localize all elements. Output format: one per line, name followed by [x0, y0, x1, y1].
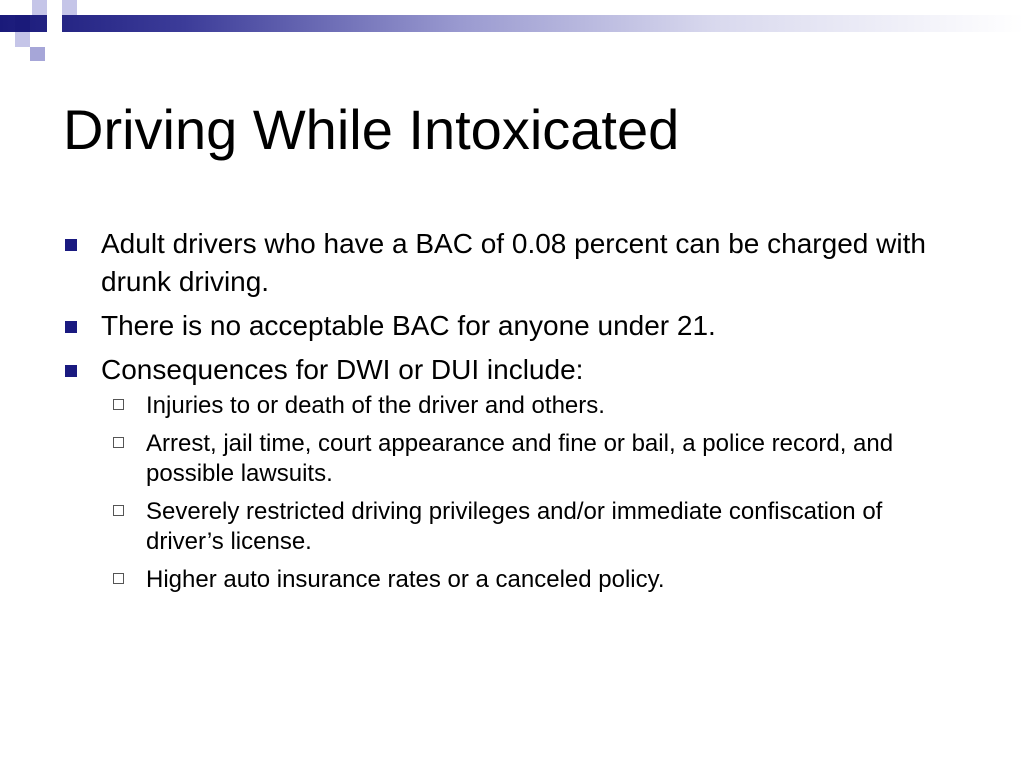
- sub-bullet-text: Higher auto insurance rates or a canceled policy.: [146, 566, 665, 593]
- sub-bullet-text: Severely restricted driving privileges and/or immediate confiscation of driver’s license.: [146, 498, 883, 555]
- slide-title: Driving While Intoxicated: [63, 98, 680, 161]
- header-square: [32, 32, 47, 47]
- header-square: [47, 15, 62, 32]
- header-gradient-bar: [0, 15, 1024, 32]
- header-square: [15, 15, 30, 32]
- bullet-item: [63, 351, 943, 389]
- header-square: [15, 32, 30, 47]
- bullet-text: Consequences for DWI or DUI include:: [101, 354, 584, 385]
- sub-bullet-text: Injuries to or death of the driver and others.: [146, 392, 605, 419]
- header-square: [0, 0, 15, 15]
- sub-bullet-item: [63, 391, 943, 421]
- sub-bullet-list: [63, 391, 943, 595]
- square-bullet-icon: [65, 321, 77, 333]
- bullet-text: Adult drivers who have a BAC of 0.08 percent can be charged with drunk driving.: [101, 228, 926, 297]
- header-square: [47, 0, 62, 15]
- square-bullet-icon: [65, 365, 77, 377]
- bullet-item: [63, 225, 943, 301]
- hollow-square-bullet-icon: [113, 437, 124, 448]
- bullet-text: There is no acceptable BAC for anyone under 21.: [101, 310, 716, 341]
- header-square: [32, 0, 47, 15]
- header-square: [30, 47, 45, 61]
- header-square: [62, 0, 77, 15]
- sub-bullet-item: [63, 429, 943, 489]
- sub-bullet-item: [63, 497, 943, 557]
- hollow-square-bullet-icon: [113, 399, 124, 410]
- square-bullet-icon: [65, 239, 77, 251]
- sub-bullet-item: [63, 565, 943, 595]
- sub-bullet-text: Arrest, jail time, court appearance and fine or bail, a police record, and possible lawsuits.: [146, 430, 894, 487]
- hollow-square-bullet-icon: [113, 573, 124, 584]
- hollow-square-bullet-icon: [113, 505, 124, 516]
- bullet-item: [63, 307, 943, 345]
- slide-content: [63, 225, 943, 603]
